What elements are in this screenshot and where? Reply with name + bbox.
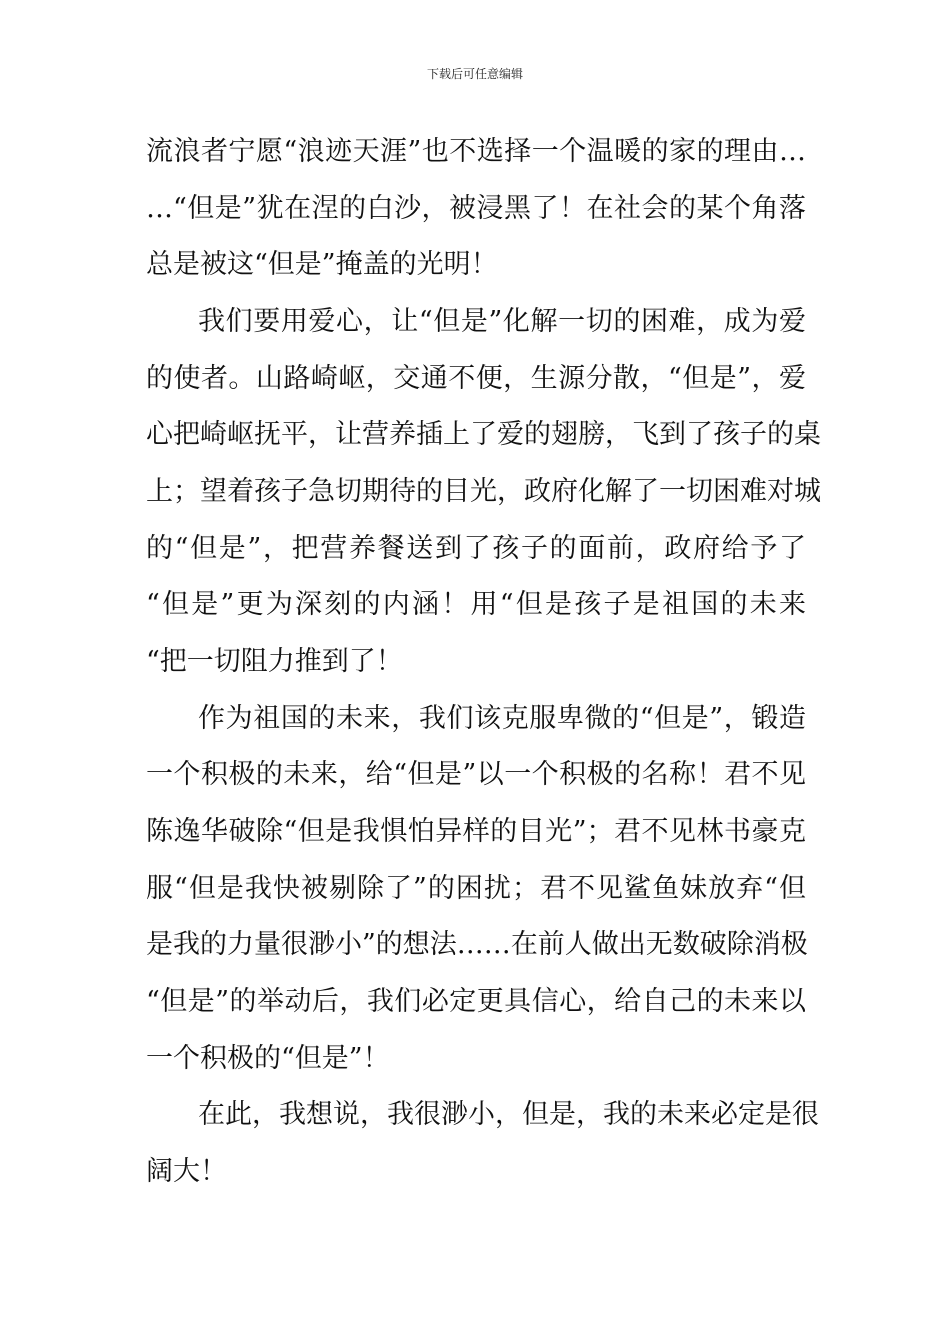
text-line: 在此，我想说，我很渺小，但是，我的未来必定是很: [198, 1099, 819, 1130]
text-line: …“但是”犹在涅的白沙，被浸黑了！在社会的某个角落: [146, 193, 806, 224]
text-line: “把一切阻力推到了！: [146, 646, 403, 677]
text-line: 的“但是”，把营养餐送到了孩子的面前，政府给予了: [146, 533, 806, 564]
page-header: 下载后可任意编辑: [426, 67, 523, 81]
text-line: 我们要用爱心，让“但是”化解一切的困难，成为爱: [198, 306, 806, 337]
text-line: 服“但是我快被剔除了”的困扰；君不见鲨鱼妹放弃“但: [146, 873, 806, 904]
text-line: 陈逸华破除“但是我惧怕异样的目光”；君不见林书豪克: [146, 816, 806, 847]
text-line: “但是”的举动后，我们必定更具信心，给自己的未来以: [146, 986, 806, 1017]
text-line: 总是被这“但是”掩盖的光明！: [146, 249, 498, 280]
text-line: 一个积极的“但是”！: [146, 1043, 390, 1074]
text-line: 是我的力量很渺小”的想法……在前人做出无数破除消极: [146, 929, 808, 960]
text-line: 的使者。山路崎岖，交通不便，生源分散，“但是”，爱: [146, 363, 806, 394]
text-line: 上；望着孩子急切期待的目光，政府化解了一切困难对城: [146, 476, 821, 507]
text-line: 流浪者宁愿“浪迹天涯”也不选择一个温暖的家的理由…: [146, 136, 806, 167]
text-line: “但是”更为深刻的内涵！用“但是孩子是祖国的未来: [146, 589, 806, 620]
text-line: 阔大！: [146, 1156, 227, 1187]
text-line: 作为祖国的未来，我们该克服卑微的“但是”，锻造: [198, 703, 806, 734]
text-line: 心把崎岖抚平，让营养插上了爱的翅膀，飞到了孩子的桌: [146, 419, 821, 450]
text-line: 一个积极的未来，给“但是”以一个积极的名称！君不见: [146, 759, 806, 790]
